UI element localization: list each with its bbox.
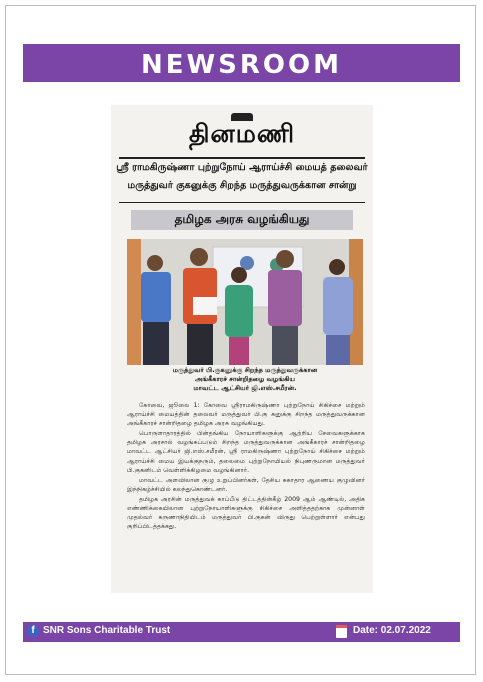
footer-date: Date: 02.07.2022	[353, 625, 431, 636]
headline-line-1: ஸ்ரீ ராமகிருஷ்ணா புற்றுநோய் ஆராய்ச்சி மையத் தலைவர்	[116, 162, 368, 173]
divider	[119, 202, 365, 203]
paragraph: கோவை, ஜூலை 1: கோவை ஸ்ரீராமகிருஷ்ணா புற்றுநோய் சிகிச்சை மற்றும் ஆராய்ச்சி மையத்தின் தலைவர் மருத்துவர் பி.கு கனுக்கு சிறந்த மருத்துவருக்கான அங்கீகாரச் சான்றிதழை தமிழக அரசு வழங்கியது.	[127, 402, 365, 428]
divider	[119, 157, 365, 159]
header-band	[23, 44, 460, 82]
footer-band	[23, 622, 460, 642]
photo-caption	[127, 366, 363, 393]
paragraph: தமிழக அரசின் மருத்துவக் காப்பீடு திட்டத்தின்கீழ் 2009 ஆம் ஆண்டில், அதிக எண்ணிக்கையிலான புற்றுநோயாளிகளுக்கு சிகிச்சை அளித்ததற்காக முன்னாள் முதல்வர் கருணாநிதியிடம் மருத்துவர் பி.குகன் விருது பெற்றுள்ளார் என்பது குறிப்பிடத்தக்கது.	[127, 495, 365, 531]
page-title: NEWSROOM	[140, 50, 343, 80]
newspaper-name: தினமணி	[188, 119, 296, 148]
newspaper-clipping	[111, 105, 373, 593]
caption-line: மருத்துவர் பி.குகனுக்கு சிறந்த மருத்துவருக்கான	[172, 366, 318, 374]
event-photo	[127, 239, 363, 365]
caption-line: அங்கீகாரச் சான்றிதழை வழங்கிய	[194, 375, 296, 383]
photo-illustration	[127, 239, 363, 365]
article-body	[127, 401, 365, 532]
paragraph: மாவட்ட அளவிலான குழு உறுப்பினர்கள், தேசிய சுகாதார ஆணைய குழுவினர் இந்நிகழ்ச்சியில் கலந்துகொண்டனர்.	[127, 476, 365, 493]
newspaper-logo	[172, 115, 312, 155]
subtitle-band	[131, 210, 353, 230]
footer-org: SNR Sons Charitable Trust	[43, 625, 171, 636]
calendar-icon	[336, 625, 347, 638]
subtitle: தமிழக அரசு வழங்கியது	[174, 212, 310, 226]
facebook-icon[interactable]: f	[27, 625, 39, 637]
paragraph: பொருளாதாரத்தில் பின்தங்கிய நோயாளிகளுக்கு ஆற்றிய சேவைகளுக்காக தமிழக அரசால் வழங்கப்படும் சிறந்த மருத்துவருக்கான அங்கீகாரச் சான்றிதழை மாவட்ட ஆட்சியர் ஜி.எஸ்.சமீரன், ஸ்ரீ ராமகிருஷ்ணா புற்றுநோய் சிகிச்சை மற்றும் ஆராய்ச்சி மைய இயக்குநரும், தலைமை புற்றுநோயியல் நிபுணருமான மருத்துவர் பி.குகனிடம் வெள்ளிக்கிழமை வழங்கினார்.	[127, 430, 365, 474]
caption-line: மாவட்ட ஆட்சியர் ஜி.எஸ்.சமீரன்.	[193, 384, 297, 392]
headline-line-2: மருத்துவர் குகனுக்கு சிறந்த மருத்துவருக்கான சான்று	[127, 180, 357, 191]
